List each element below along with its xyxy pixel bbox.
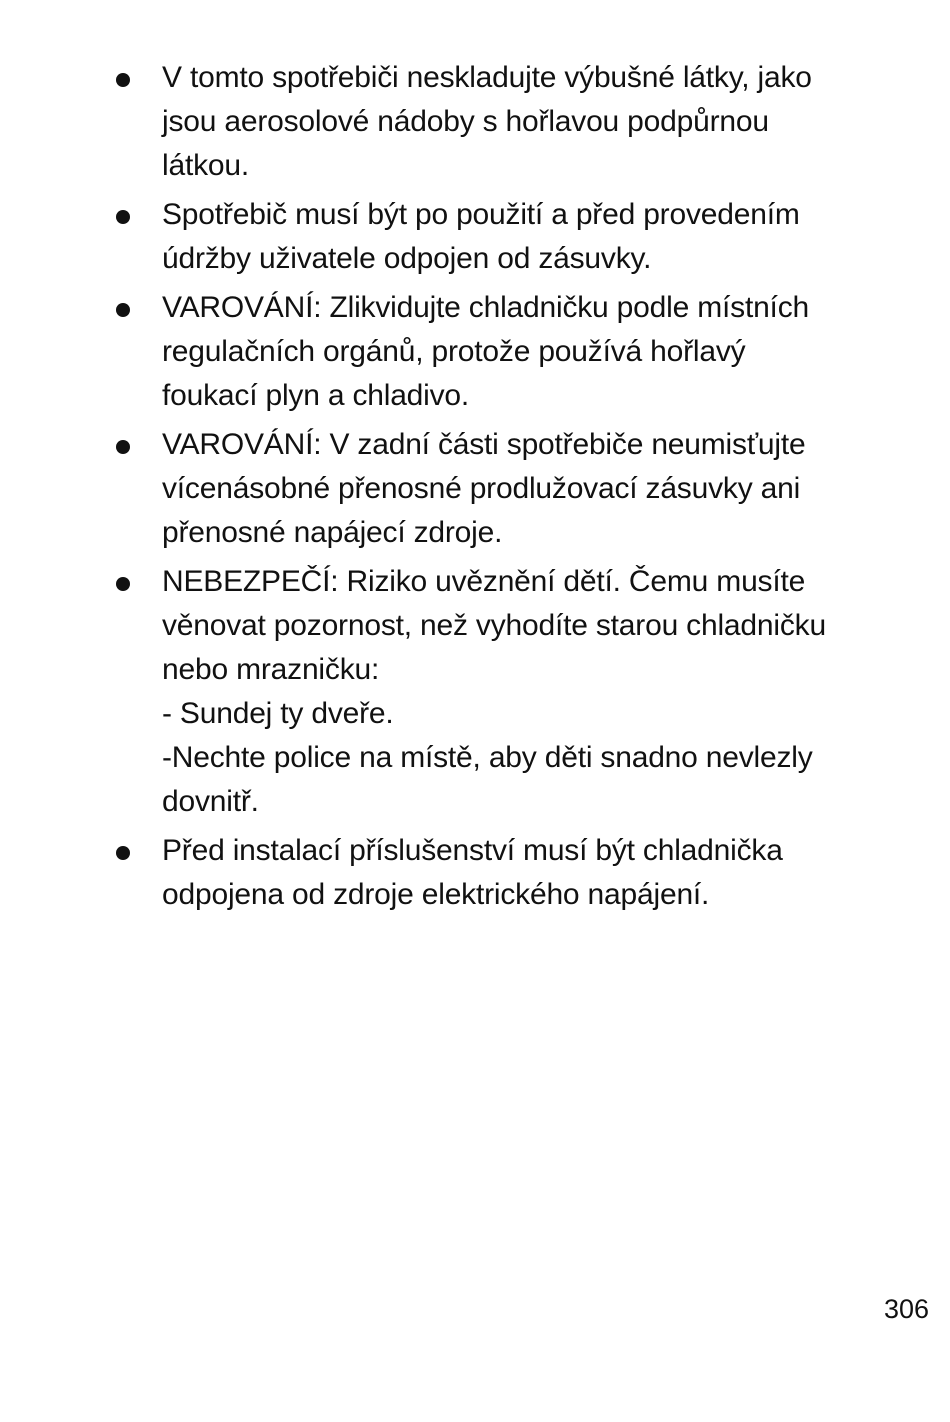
list-item [113,286,893,418]
bullet-icon [116,577,130,591]
bullet-icon [116,440,130,454]
list-item-text-line: látkou. [162,149,249,182]
bullet-icon [116,303,130,317]
list-item-text-line: VAROVÁNÍ: Zlikvidujte chladničku podle místních [162,291,809,324]
bullet-icon [116,210,130,224]
list-item-text-line: dovnitř. [162,785,259,818]
list-item-text-line: odpojena od zdroje elektrického napájení. [162,878,710,911]
page-number: 306 [883,1294,929,1324]
list-item-text-line: -Nechte police na místě, aby děti snadno nevlezly [162,741,813,774]
list-item-text-line: regulačních orgánů, protože používá hořlavý [162,335,746,368]
list-item-text-line: věnovat pozornost, než vyhodíte starou chladničku [162,609,826,642]
list-item-text-line: Před instalací příslušenství musí být chladnička [162,834,783,867]
list-item [113,193,893,281]
list-item-text-line: VAROVÁNÍ: V zadní části spotřebiče neumisťujte [162,428,806,461]
list-item-text-line: nebo mrazničku: [162,653,380,686]
list-item-text-line: údržby uživatele odpojen od zásuvky. [162,242,652,275]
list-item-text-line: foukací plyn a chladivo. [162,379,470,412]
list-item-text-line: Spotřebič musí být po použití a před provedením [162,198,800,231]
list-item-text-line: přenosné napájecí zdroje. [162,516,503,549]
bullet-icon [116,846,130,860]
safety-warnings-list [113,56,893,922]
list-item [113,560,893,824]
list-item-text-line: jsou aerosolové nádoby s hořlavou podpůrnou [162,105,769,138]
list-item [113,56,893,188]
list-item-text-line: vícenásobné přenosné prodlužovací zásuvky ani [162,472,801,505]
bullet-icon [116,73,130,87]
list-item-text-line: V tomto spotřebiči neskladujte výbušné látky, jako [162,61,812,94]
list-item [113,829,893,917]
list-item [113,423,893,555]
list-item-text-line: - Sundej ty dveře. [162,697,394,730]
list-item-text-line: NEBEZPEČÍ: Riziko uvěznění dětí. Čemu musíte [162,565,806,598]
